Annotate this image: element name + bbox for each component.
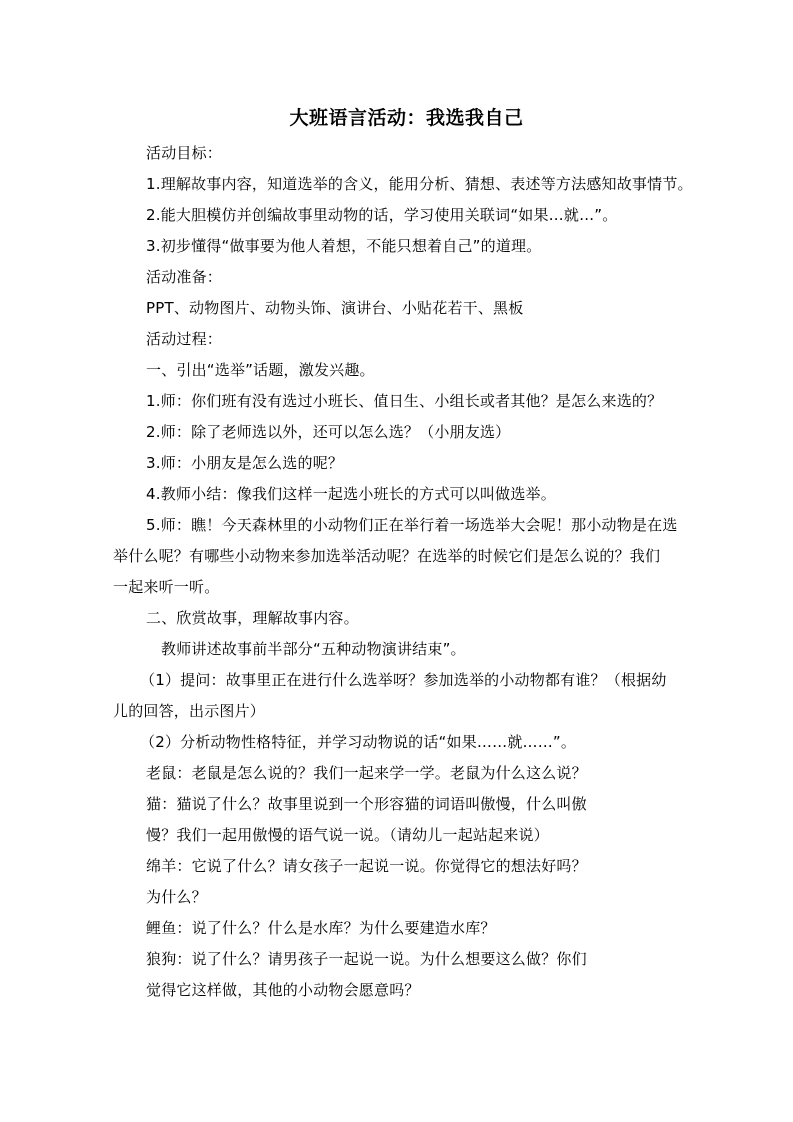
paragraph-line: 老鼠：老鼠是怎么说的？我们一起来学一学。老鼠为什么这么说？ [146,764,587,782]
section-heading-preparation: 活动准备： [146,268,223,286]
section-heading-goals: 活动目标： [146,144,223,162]
paragraph-line: 觉得它这样做，其他的小动物会愿意吗？ [146,981,420,999]
paragraph-line: 1.理解故事内容，知道选举的含义，能用分析、猜想、表述等方法感知故事情节。 [146,175,693,193]
paragraph-line: 绵羊：它说了什么？请女孩子一起说一说。你觉得它的想法好吗？ [146,857,587,875]
paragraph-line: 猫：猫说了什么？故事里说到一个形容猫的词语叫傲慢，什么叫傲 [146,795,587,813]
paragraph-line: 二、欣赏故事，理解故事内容。 [146,609,359,627]
paragraph-line: 举什么呢？有哪些小动物来参加选举活动呢？在选举的时候它们是怎么说的？我们 [113,547,661,565]
paragraph-line: 教师讲述故事前半部分“五种动物演讲结束”。 [161,640,466,658]
paragraph-line: 慢？我们一起用傲慢的语气说一说。（请幼儿一起站起来说） [146,826,549,844]
paragraph-line: 2.师：除了老师选以外，还可以怎么选？（小朋友选） [146,423,511,441]
paragraph-line: 4.教师小结：像我们这样一起选小班长的方式可以叫做选举。 [146,485,556,503]
paragraph-line: 鲤鱼：说了什么？什么是水库？为什么要建造水库？ [146,919,496,937]
paragraph-line: （1）提问：故事里正在进行什么选举呀？参加选举的小动物都有谁？（根据幼 [140,671,667,689]
paragraph-line: 3.初步懂得“做事要为他人着想，不能只想着自己”的道理。 [146,237,542,255]
paragraph-line: 狼狗：说了什么？请男孩子一起说一说。为什么想要这么做？你们 [146,950,587,968]
paragraph-line: 儿的回答，出示图片） [113,702,266,720]
paragraph-line: PPT、动物图片、动物头饰、演讲台、小贴花若干、黑板 [146,299,524,317]
paragraph-line: 2.能大胆模仿并创编故事里动物的话，学习使用关联词“如果…就…”。 [146,206,618,224]
paragraph-line: 为什么？ [146,888,207,906]
paragraph-line: 一起来听一听。 [113,578,220,596]
section-heading-process: 活动过程： [146,330,223,348]
paragraph-line: （2）分析动物性格特征，并学习动物说的话“如果……就……”。 [140,733,577,751]
paragraph-line: 3.师：小朋友是怎么选的呢？ [146,454,344,472]
paragraph-line: 5.师：瞧！今天森林里的小动物们正在举行着一场选举大会呢！那小动物是在选 [146,516,678,534]
paragraph-line: 1.师：你们班有没有选过小班长、值日生、小组长或者其他？是怎么来选的？ [146,392,663,410]
document-title: 大班语言活动：我选我自己 [289,107,524,129]
paragraph-line: 一、引出“选举”话题，激发兴趣。 [146,361,375,379]
